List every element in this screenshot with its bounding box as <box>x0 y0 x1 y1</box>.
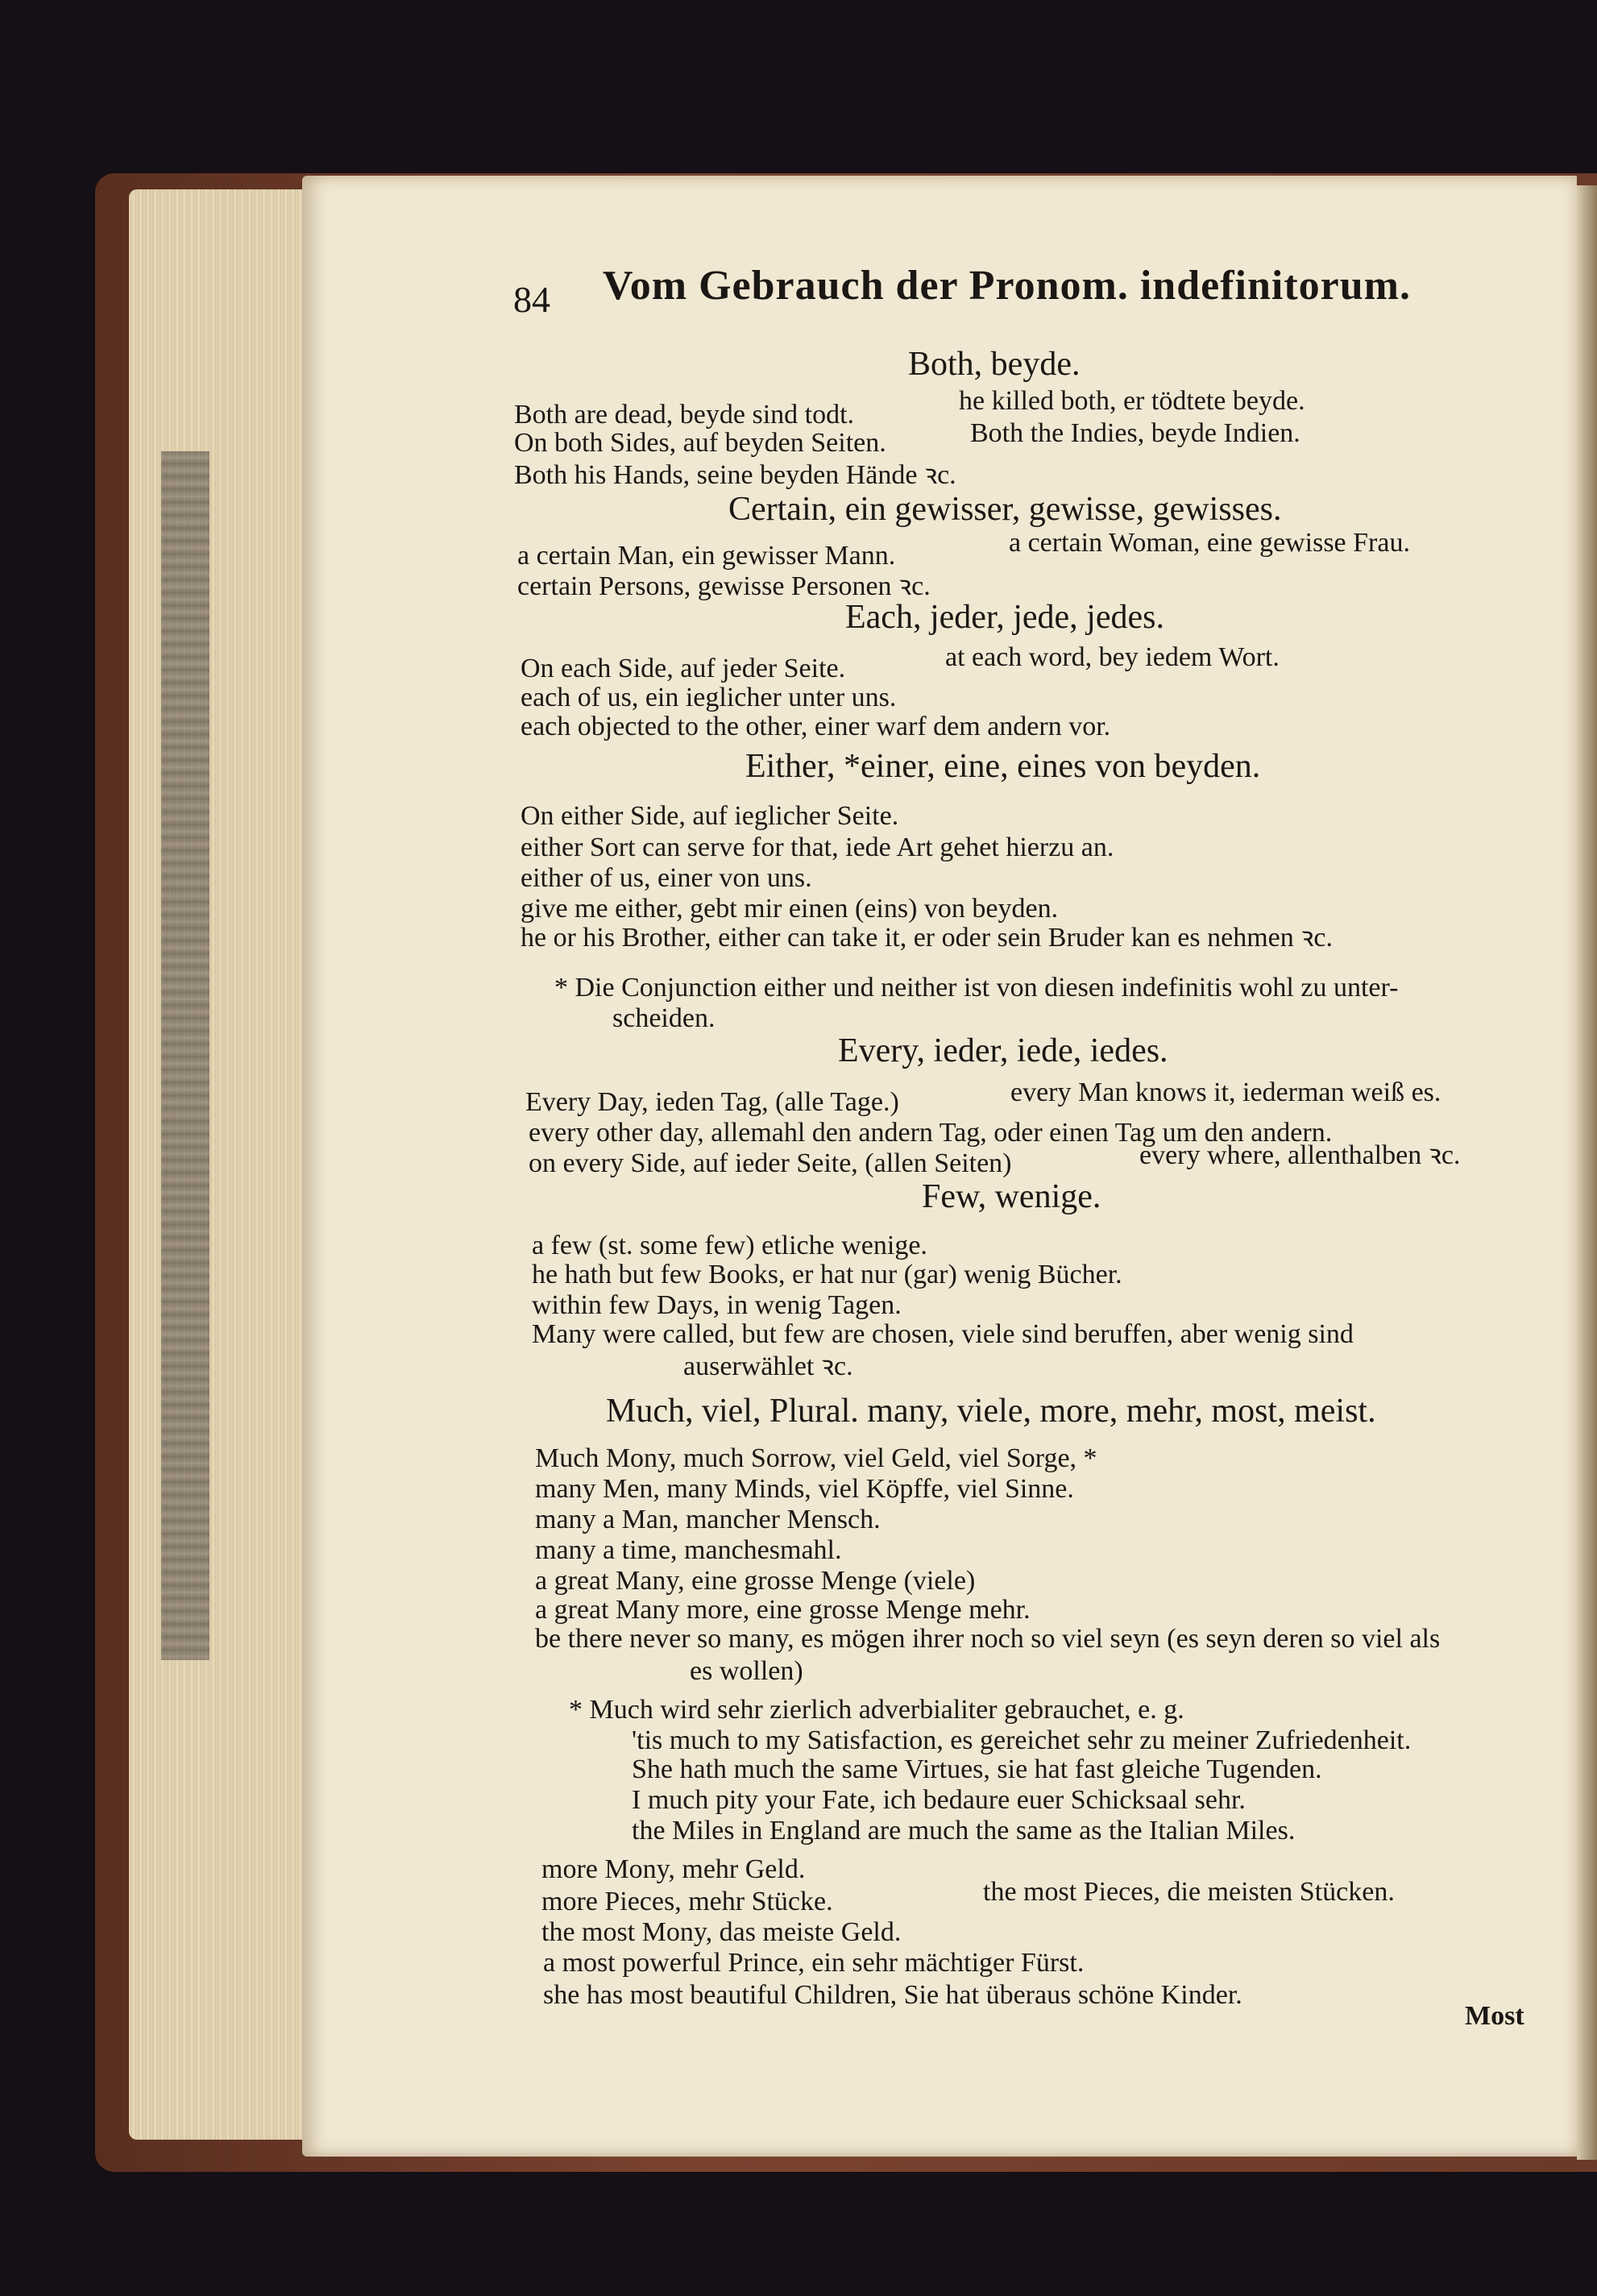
text-line: she has most beautiful Children, Sie hat überaus schöne Kinder. <box>543 1980 1242 2010</box>
text-line: many a Man, mancher Mensch. <box>535 1505 881 1534</box>
text-line: more Mony, mehr Geld. <box>541 1854 806 1884</box>
text-line: the most Mony, das meiste Geld. <box>541 1917 902 1947</box>
text-line: I much pity your Fate, ich bedaure euer Schicksaal sehr. <box>632 1785 1246 1815</box>
text-line: certain Persons, gewisse Personen ꝛc. <box>517 571 931 601</box>
entry-heading-both: Both, beyde. <box>908 346 1081 383</box>
text-line: every where, allenthalben ꝛc. <box>1139 1140 1461 1170</box>
text-line: Both the Indies, beyde Indien. <box>970 418 1300 448</box>
text-line: each of us, ein ieglicher unter uns. <box>521 683 897 712</box>
text-line: give me either, gebt mir einen (eins) von beyden. <box>521 894 1059 924</box>
text-line: She hath much the same Virtues, sie hat fast gleiche Tugenden. <box>632 1754 1322 1784</box>
running-title: Vom Gebrauch der Pronom. indefinitorum. <box>603 263 1411 309</box>
text-line: 'tis much to my Satisfaction, es gereichet sehr zu meiner Zufriedenheit. <box>632 1725 1412 1755</box>
text-line: Many were called, but few are chosen, viele sind beruffen, aber wenig sind <box>532 1319 1354 1349</box>
text-line: at each word, bey iedem Wort. <box>945 642 1280 672</box>
text-line: Every Day, ieden Tag, (alle Tage.) <box>525 1087 899 1117</box>
text-line: the most Pieces, die meisten Stücken. <box>983 1877 1395 1907</box>
text-line: a certain Woman, eine gewisse Frau. <box>1009 528 1410 558</box>
text-line: a great Many, eine grosse Menge (viele) <box>535 1566 976 1596</box>
text-line: either Sort can serve for that, iede Art gehet hierzu an. <box>521 832 1114 862</box>
entry-heading-each: Each, jeder, jede, jedes. <box>845 599 1164 636</box>
text-line: be there never so many, es mögen ihrer noch so viel seyn (es seyn deren so viel als <box>535 1624 1441 1654</box>
text-line: a great Many more, eine grosse Menge mehr. <box>535 1595 1031 1625</box>
text-line: On each Side, auf jeder Seite. <box>521 654 846 683</box>
text-line: more Pieces, mehr Stücke. <box>541 1887 833 1916</box>
text-line: within few Days, in wenig Tagen. <box>532 1290 902 1320</box>
text-line: Both are dead, beyde sind todt. <box>514 400 855 430</box>
note-line: scheiden. <box>612 1003 716 1033</box>
text-line: he killed both, er tödtete beyde. <box>959 386 1305 416</box>
note-line: * Much wird sehr zierlich adverbialiter gebrauchet, e. g. <box>569 1695 1184 1725</box>
text-line: each objected to the other, einer warf dem andern vor. <box>521 712 1111 741</box>
catchword: Most <box>1465 2001 1524 2031</box>
page-number: 84 <box>513 279 550 320</box>
text-line: many Men, many Minds, viel Köpffe, viel Sinne. <box>535 1474 1074 1504</box>
text-line: he or his Brother, either can take it, er oder sein Bruder kan es nehmen ꝛc. <box>521 923 1333 953</box>
text-line: On either Side, auf ieglicher Seite. <box>521 801 899 831</box>
text-line: es wollen) <box>690 1656 803 1686</box>
text-line: On both Sides, auf beyden Seiten. <box>514 428 886 458</box>
text-line: every Man knows it, iederman weiß es. <box>1010 1077 1441 1107</box>
entry-heading-certain: Certain, ein gewisser, gewisse, gewisses. <box>728 491 1282 528</box>
entry-heading-much: Much, viel, Plural. many, viele, more, mehr, most, meist. <box>606 1393 1376 1430</box>
entry-heading-every: Every, ieder, iede, iedes. <box>838 1032 1168 1069</box>
text-line: on every Side, auf ieder Seite, (allen Seiten) <box>529 1148 1012 1178</box>
text-line: he hath but few Books, er hat nur (gar) wenig Bücher. <box>532 1260 1122 1289</box>
note-line: * Die Conjunction either und neither ist von diesen indefinitis wohl zu unter- <box>554 973 1399 1003</box>
text-line: every other day, allemahl den andern Tag, oder einen Tag um den andern. <box>529 1118 1333 1148</box>
text-line: a certain Man, ein gewisser Mann. <box>517 541 896 571</box>
entry-heading-few: Few, wenige. <box>922 1178 1101 1215</box>
text-line: many a time, manchesmahl. <box>535 1535 842 1565</box>
text-line: a few (st. some few) etliche wenige. <box>532 1231 927 1260</box>
text-line: either of us, einer von uns. <box>521 863 812 893</box>
text-line: a most powerful Prince, ein sehr mächtiger Fürst. <box>543 1948 1085 1978</box>
text-line: the Miles in England are much the same as the Italian Miles. <box>632 1816 1296 1846</box>
text-line: Much Mony, much Sorrow, viel Geld, viel Sorge, * <box>535 1443 1097 1473</box>
entry-heading-either: Either, *einer, eine, eines von beyden. <box>745 748 1261 785</box>
text-line: auserwählet ꝛc. <box>683 1351 853 1381</box>
text-line: Both his Hands, seine beyden Hände ꝛc. <box>514 460 956 490</box>
